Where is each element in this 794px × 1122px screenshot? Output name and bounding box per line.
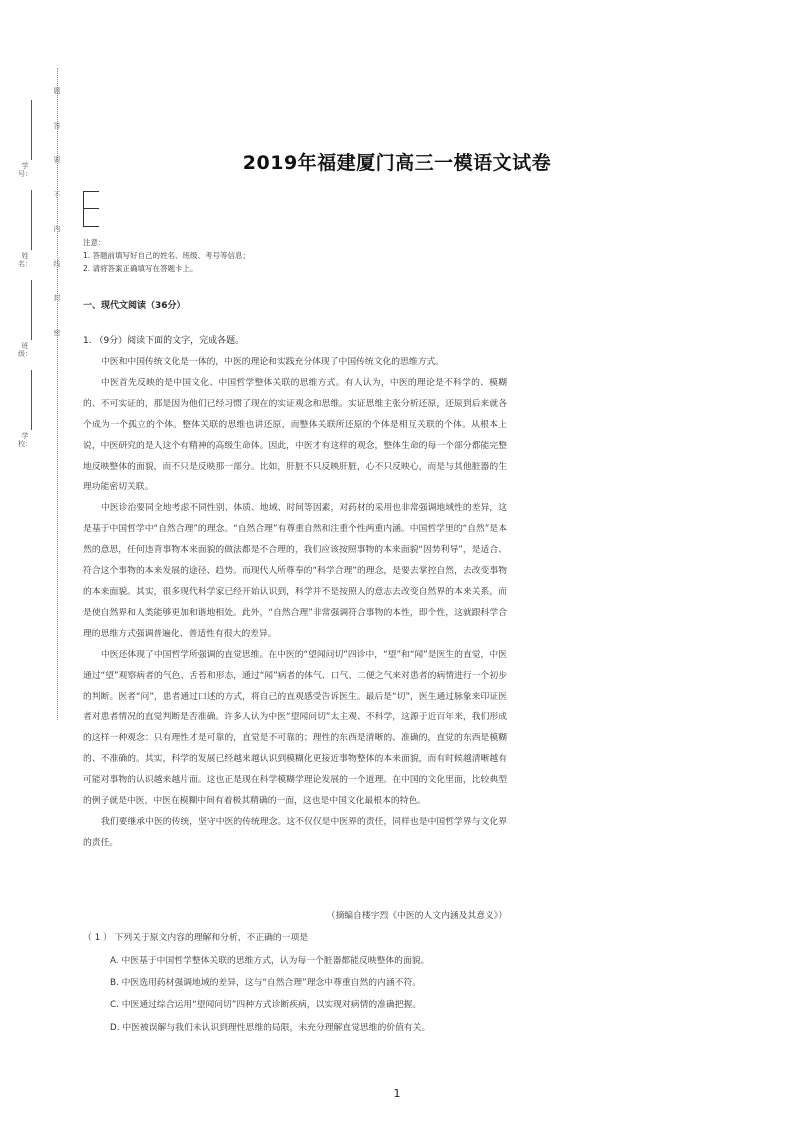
school-field[interactable] [18,370,34,450]
passage-paragraph: 我们要继承中医的传统，坚守中医的传统理念。这不仅仅是中医界的责任，同样也是中国哲学界与文化界的责任。 [83,816,507,848]
fill-in-line [31,280,32,340]
section-heading: 一、现代文阅读（36分） [83,301,186,311]
mark-line [83,208,99,209]
fill-in-line [31,370,32,430]
notice-item: 2. 请将答案正确填写在答题卡上。 [83,264,198,273]
seal-char: 要 [53,156,61,164]
seal-char: 答 [53,121,61,130]
passage-paragraph: 中医首先反映的是中国文化、中国哲学整体关联的思维方式。有人认为，中医的理论是不科学的、模糊的、不可实证的，那是因为他们已经习惯了现在的实证观念和思维。实证思维主张分析还原，还原到后来就各个成为一个孤立的个体。整体关联的思维也讲还原，而整体关联所还原的个体是相互关联的个体。从根本上说，中医研究的是人这个有精神的高级生命体。因此，中医才有这样的观念，整体生命的每一个部分都能完整地反映整体的面貌，而不只是反映那一部分。比如，肝脏不只反映肝脏，心不只反映心，而是与其他脏器的生理功能密切关联。 [83,377,507,493]
option-d[interactable]: D. 中医被误解与我们未认识到理性思维的局限，未充分理解直觉思维的价值有关。 [110,1022,431,1033]
score-box-mark [83,191,99,227]
seal-text [52,86,62,362]
notice-item: 1. 答题前填写好自己的姓名、班级、考号等信息； [83,251,251,260]
exam-title: 2019年福建厦门高三一模语文试卷 [242,152,552,174]
seal-char: 密 [53,328,61,337]
notice-heading: 注意： [83,238,106,247]
reading-passage [83,352,507,854]
option-b[interactable]: B. 中医选用药材强调地域的差异，这与“自然合理”理念中尊重自然的内涵不符。 [110,978,422,989]
passage-source: （摘编自楼宇烈《中医的人文内涵及其意义》） [326,911,507,921]
seal-char: 不 [53,190,61,199]
field-label: 学号： [18,162,32,178]
seal-char: 封 [53,294,61,302]
mark-line [83,191,99,192]
seal-char: 线 [53,259,61,268]
passage-paragraph: 中医还体现了中国哲学所强调的直觉思维。在中医的“望闻问切”四诊中，“望”和“闻”是医生的直觉，中医通过“望”观察病者的气色、舌苔和形态，通过“闻”病者的体气、口气、二便之气来对患者的病情进行一个初步的判断。医者“问”，患者通过口述的方式，将自己的直观感受告诉医生。最后是“切”，医生通过脉象来印证医者对患者情况的直觉判断是否准确。许多人认为中医“望闻问切”太主观、不科学，这源于近百年来，我们形成的这样一种观念：只有理性才是可靠的，直觉是不可靠的；理性的东西是清晰的、准确的，直觉的东西是模糊的、不准确的。其实，科学的发展已经越来越认识到模糊化更接近事物整体的本来面貌，而有时候越清晰越有可能对事物的认识越来越片面。这也正是现在科学模糊学理论发展的一个道理。在中国的文化里面，比较典型的例子就是中医，中医在模糊中间有着极其精确的一面，这也是中国文化最根本的特色。 [83,649,507,807]
passage-paragraph: 中医诊治要同全地考虑不同性别、体质、地域、时间等因素，对药材的采用也非常强调地域性的差异，这是基于中国哲学中“自然合理”的理念。“自然合理”有尊重自然和注重个性两重内涵。中国哲学里的“自然”是本然的意思，任何违背事物本来面貌的做法都是不合理的，我们应该按照事物的本来面貌“因势利导”，是适合、符合这个事物的本来发展的途径、趋势。而现代人所尊奉的“科学合理”的理念，是要去掌控自然，去改变事物的本来面貌。其实，很多现代科学家已经开始认识到，科学并不是按照人的意志去改变自然界的本来关系，而是使自然界和人类能够更加和谐地相处。此外，“自然合理”非常强调符合事物的本性，即个性，这就跟科学合理的思维方式强调普遍化、普适性有很大的差异。 [83,503,507,639]
name-field[interactable] [18,190,34,270]
class-field[interactable] [18,280,34,360]
seal-char: 内 [53,225,61,233]
sub-question: （ 1 ） 下列关于原文内容的理解和分析，不正确的一项是 [83,933,309,943]
option-c[interactable]: C. 中医通过综合运用“望闻问切”四种方式诊断疾病，以实现对病情的准确把握。 [110,1000,422,1011]
answer-options [110,950,430,1039]
field-label: 学校： [18,432,32,448]
mark-vertical [83,191,84,227]
question-intro: 1. （9分）阅读下面的文字，完成各题。 [83,336,245,346]
field-label: 班级： [18,342,32,358]
option-a[interactable]: A. 中医基于中国哲学整体关联的思维方式，认为每一个脏器都能反映整体的面貌。 [110,956,430,966]
field-label: 姓名： [18,252,32,268]
passage-paragraph: 中医和中国传统文化是一体的，中医的理论和实践充分体现了中国传统文化的思维方式。 [101,357,445,367]
page-number: 1 [393,1087,401,1100]
mark-line [83,226,99,227]
seal-char: 题 [53,87,61,95]
fill-in-line [31,190,32,250]
